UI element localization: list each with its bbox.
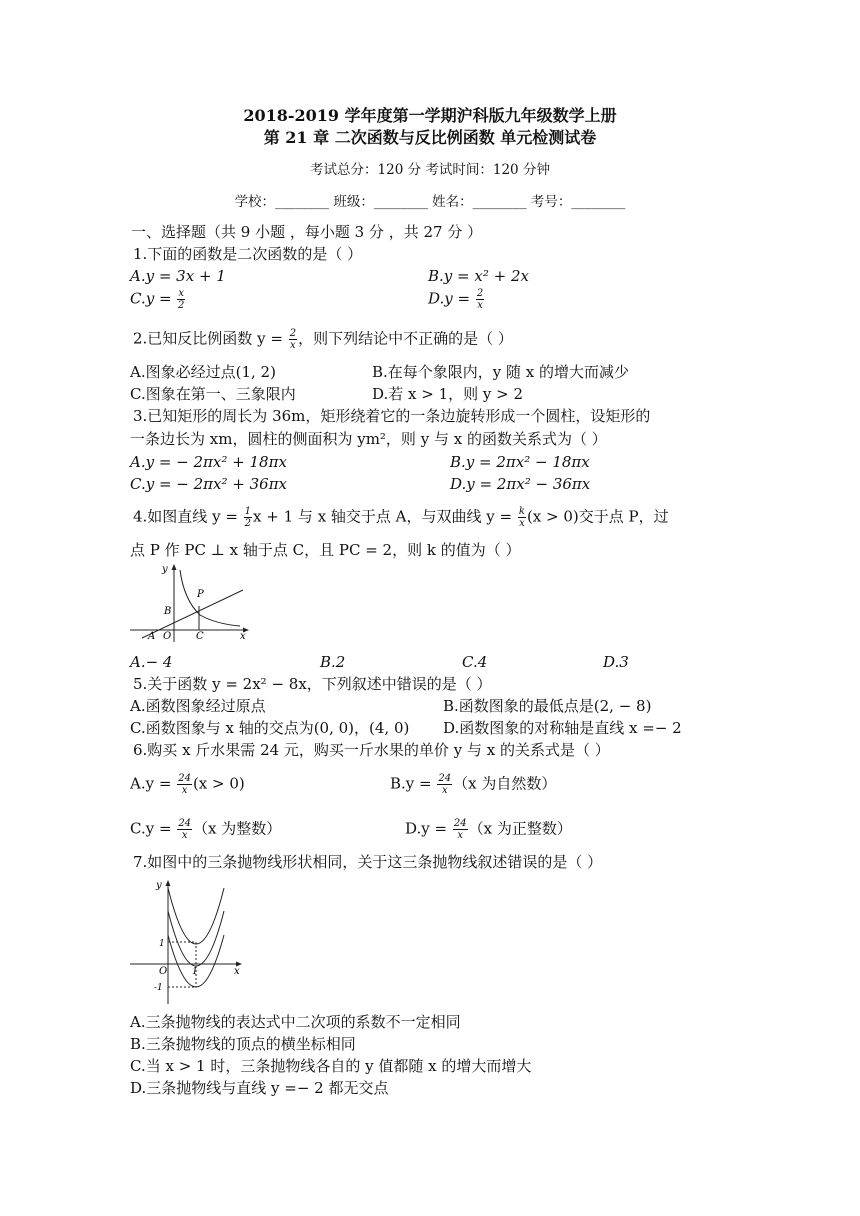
q2-option-a: A.图象必经过点(1, 2) (130, 363, 276, 381)
q3-option-d: D.y = 2πx² − 36πx (450, 475, 591, 493)
q5-option-d: D.函数图象的对称轴是直线 x =− 2 (443, 719, 682, 737)
q4-hyperbola (180, 570, 240, 626)
q7-parabola-middle (168, 911, 224, 966)
q4-label-a: A (148, 631, 156, 642)
student-info: 学校：________ 班级：________ 姓名：________ 考号：________ (234, 194, 626, 210)
q4-stem-line2: 点 P 作 PC ⊥ x 轴于点 C，且 PC = 2，则 k 的值为（ ） (130, 541, 521, 559)
q5-option-b: B.函数图象的最低点是(2, − 8) (443, 697, 652, 715)
q4-option-d: D.3 (603, 653, 629, 671)
q2-stem: 2.已知反比例函数 y = $\frac{2}{x}$ ，则下列结论中不正确的是（ ） (133, 328, 513, 351)
q4-option-a: A.− 4 (130, 653, 173, 671)
q7-figure (128, 876, 252, 1006)
q7-label-neg-one: -1 (154, 983, 163, 993)
q4-line (142, 590, 243, 638)
q2-option-c: C.图象在第一、三象限内 (130, 385, 296, 403)
q7-stem: 7.如图中的三条抛物线形状相同，关于这三条抛物线叙述错误的是（ ） (133, 853, 603, 871)
q7-option-b: B.三条抛物线的顶点的横坐标相同 (130, 1035, 356, 1053)
q7-label-one-y: 1 (159, 939, 165, 949)
q5-option-a: A.函数图象经过原点 (130, 697, 266, 715)
q7-label-one-x: 1 (192, 967, 198, 977)
q4-option-b: B.2 (320, 653, 346, 671)
q6-option-a: A.y = $\frac{24}{x}$ (x > 0) (130, 773, 245, 796)
q7-option-a: A.三条抛物线的表达式中二次项的系数不一定相同 (130, 1013, 461, 1031)
q1-option-c: C.y = $\frac{x}{2}$ (130, 288, 185, 311)
q3-option-b: B.y = 2πx² − 18πx (450, 453, 590, 471)
q6-option-b: B.y = $\frac{24}{x}$ （x 为自然数） (390, 773, 557, 796)
q4-label-c: C (196, 631, 204, 642)
q7-option-c: C.当 x > 1 时，三条抛物线各自的 y 值都随 x 的增大而增大 (130, 1057, 532, 1075)
q4-label-p: P (197, 589, 204, 600)
q5-option-c: C.函数图象与 x 轴的交点为(0, 0)，(4, 0) (130, 719, 410, 737)
q4-label-o: O (163, 631, 172, 642)
q7-label-y: y (156, 880, 162, 891)
q6-stem: 6.购买 x 斤水果需 24 元，购买一斤水果的单价 y 与 x 的关系式是（ ） (133, 741, 610, 759)
q1-option-b: B.y = x² + 2x (428, 267, 529, 285)
q7-label-x: x (234, 966, 240, 977)
section-heading: 一、选择题（共 9 小题 ，每小题 3 分 ，共 27 分 ） (131, 223, 483, 241)
q4-option-c: C.4 (462, 653, 488, 671)
q3-option-a: A.y = − 2πx² + 18πx (130, 453, 287, 471)
q7-option-d: D.三条抛物线与直线 y =− 2 都无交点 (130, 1079, 389, 1097)
q2-option-d: D.若 x > 1，则 y > 2 (372, 385, 524, 403)
q5-stem: 5.关于函数 y = 2x² − 8x，下列叙述中错误的是（ ） (133, 675, 492, 693)
q4-stem-line1: 4.如图直线 y = $\frac{1}{2}$ x + 1 与 x 轴交于点 A，与双曲线 y = $\frac{k}{x}$ (x > 0)交于点 P，过 (133, 506, 669, 529)
q1-option-d: D.y = $\frac{2}{x}$ (428, 288, 484, 311)
q2-option-b: B.在每个象限内，y 随 x 的增大而减少 (372, 363, 630, 381)
q6-option-c: C.y = $\frac{24}{x}$ （x 为整数） (130, 818, 282, 841)
q3-stem-line1: 3.已知矩形的周长为 36m，矩形绕着它的一条边旋转形成一个圆柱，设矩形的 (133, 407, 651, 425)
chapter-title: 第 21 章 二次函数与反比例函数 单元检测试卷 (263, 128, 597, 147)
q4-label-x: x (240, 631, 246, 642)
q1-option-a: A.y = 3x + 1 (130, 267, 226, 285)
exam-info: 考试总分：120 分 考试时间：120 分钟 (310, 162, 550, 178)
q7-parabola-top (168, 888, 224, 944)
q3-stem-line2: 一条边长为 xm，圆柱的侧面积为 ym²，则 y 与 x 的函数关系式为（ ） (130, 430, 607, 448)
q4-label-y: y (162, 564, 168, 575)
q4-figure (128, 560, 252, 644)
q4-label-b: B (164, 606, 172, 617)
exam-title: 2018-2019 学年度第一学期沪科版九年级数学上册 (243, 106, 617, 125)
q1-stem: 1.下面的函数是二次函数的是（ ） (133, 245, 363, 263)
q6-option-d: D.y = $\frac{24}{x}$ （x 为正整数） (405, 818, 572, 841)
q3-option-c: C.y = − 2πx² + 36πx (130, 475, 288, 493)
q7-label-o: O (159, 966, 168, 977)
